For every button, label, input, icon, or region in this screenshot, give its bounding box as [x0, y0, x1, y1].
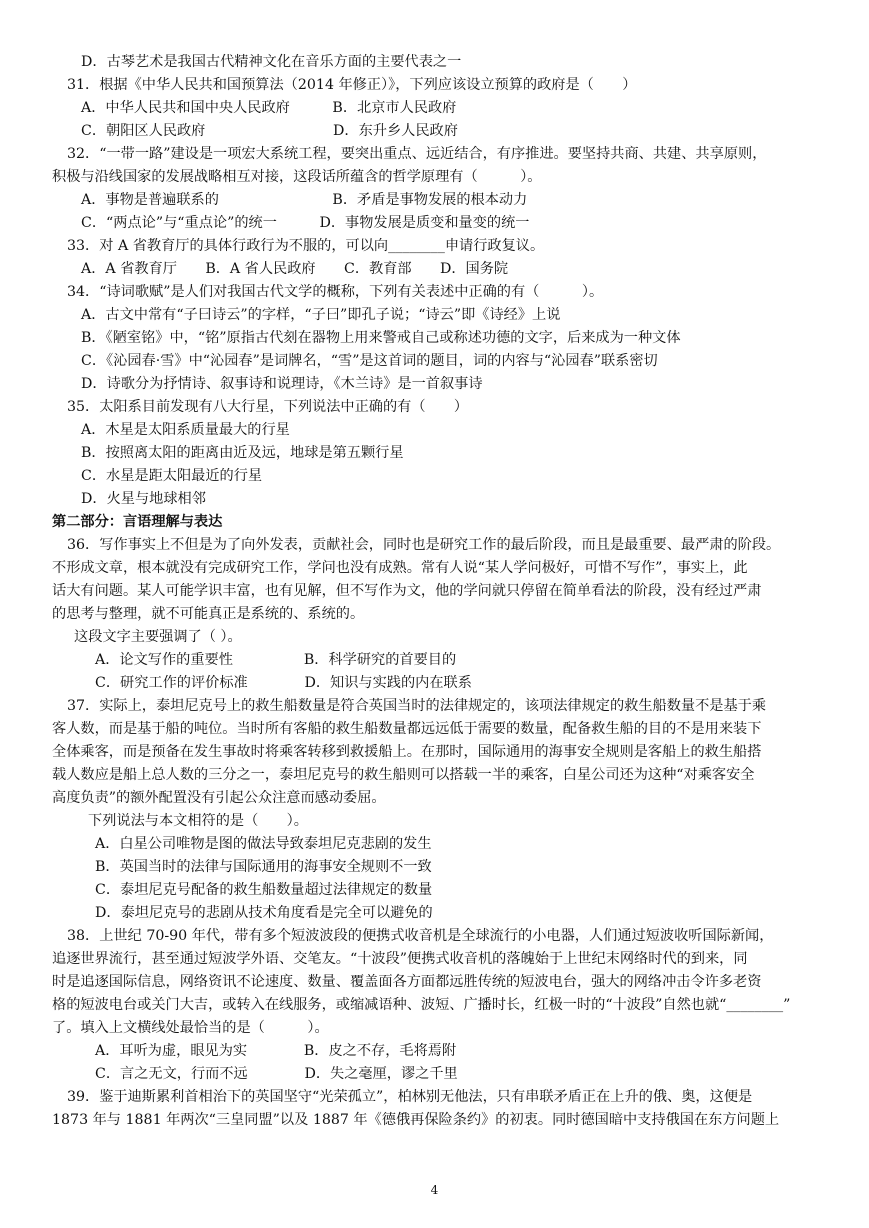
- q31-options-cd: C．朝阳区人民政府 D．东升乡人民政府: [81, 123, 458, 139]
- q32-options-cd: C．“两点论”与“重点论”的统一 D．事物发展是质变和量变的统一: [81, 215, 530, 231]
- q35-option-c: C．水星是距太阳最近的行星: [81, 468, 263, 484]
- question-37-cont-1: 客人数，而是基于船的吨位。当时所有客船的救生船数量都远远低于需要的数量，配备救生船的目的不是用来装下: [52, 721, 762, 737]
- section-heading: 第二部分：言语理解与表达: [52, 514, 223, 530]
- q34-option-c: C．《沁园春·雪》中“沁园春”是词牌名，“雪”是这首词的题目，词的内容与“沁园春”联系密切: [81, 353, 658, 369]
- q35-option-a: A．木星是太阳系质量最大的行星: [81, 422, 290, 438]
- question-38-cont-1: 追逐世界流行，甚至通过短波学外语、交笔友。“十波段”便携式收音机的落魄始于上世纪末网络时代的到来，同: [52, 951, 748, 967]
- question-32-cont: 积极与沿线国家的发展战略相互对接，这段话所蕴含的哲学原理有（ ）。: [52, 169, 542, 185]
- question-36-cont-2: 话大有问题。某人可能学识丰富，也有见解，但不写作为文，他的学问就只停留在简单看法的阶段，没有经过严肃: [52, 583, 762, 599]
- q35-option-d: D．火星与地球相邻: [81, 491, 206, 507]
- question-35: 35．太阳系目前发现有八大行星，下列说法中正确的有（ ）: [67, 399, 469, 415]
- q32-options-ab: A．事物是普遍联系的 B．矛盾是事物发展的根本动力: [81, 192, 528, 208]
- page-number: 4: [430, 1183, 439, 1197]
- question-38-cont-2: 时是追逐国际信息，网络资讯不论速度、数量、覆盖面各方面都远胜传统的短波电台，强大的网络冲击令许多老资: [52, 974, 762, 990]
- question-36-cont-3: 的思考与整理，就不可能真正是系统的、系统的。: [52, 606, 365, 622]
- q30-option-d: D．古琴艺术是我国古代精神文化在音乐方面的主要代表之一: [81, 54, 462, 70]
- q36-options-cd: C．研究工作的评价标准 D．知识与实践的内在联系: [95, 675, 472, 691]
- q37-option-c: C．泰坦尼克号配备的救生船数量超过法律规定的数量: [95, 882, 433, 898]
- q36-options-ab: A．论文写作的重要性 B．科学研究的首要目的: [95, 652, 457, 668]
- q35-option-b: B．按照离太阳的距离由近及远，地球是第五颗行星: [81, 445, 404, 461]
- q37-prompt: 下列说法与本文相符的是（ ）。: [88, 813, 308, 829]
- question-37-cont-3: 载人数应是船上总人数的三分之一，泰坦尼克号的救生船则可以搭载一半的乘客，白星公司还为这种“对乘客安全: [52, 767, 755, 783]
- question-34: 34．“诗词歌赋”是人们对我国古代文学的概称，下列有关表述中正确的有（ ）。: [67, 284, 604, 300]
- question-38-cont-3: 格的短波电台或关门大吉，或转入在线服务，或缩减语种、波短、广播时长，红极一时的“十波段”自然也就“________”: [52, 997, 791, 1013]
- question-37-cont-2: 全体乘客，而是预备在发生事故时将乘客转移到救援船上。在那时，国际通用的海事安全规则是客船上的救生船搭: [52, 744, 762, 760]
- q37-option-a: A．白星公司唯物是图的做法导致泰坦尼克悲剧的发生: [95, 836, 432, 852]
- question-37: 37．实际上，泰坦尼克号上的救生船数量是符合英国当时的法律规定的，该项法律规定的救生船数量不是基于乘: [67, 698, 767, 714]
- question-32: 32．“一带一路”建设是一项宏大系统工程，要突出重点、远近结合，有序推进。要坚持共商、共建、共享原则，: [67, 146, 767, 162]
- question-31: 31．根据《中华人民共和国预算法（2014 年修正）》，下列应该设立预算的政府是（ ）: [67, 77, 637, 93]
- q36-prompt: 这段文字主要强调了（ ）。: [74, 629, 242, 645]
- question-37-cont-4: 高度负责”的额外配置没有引起公众注意而感动委屈。: [52, 790, 386, 806]
- q34-option-a: A．古文中常有“子曰诗云”的字样，“子曰”即孔子说；“诗云”即《诗经》上说: [81, 307, 561, 323]
- question-33: 33．对 A 省教育厅的具体行政行为不服的，可以向________申请行政复议。: [67, 238, 545, 254]
- q37-option-d: D．泰坦尼克号的悲剧从技术角度看是完全可以避免的: [95, 905, 433, 921]
- q38-options-cd: C．言之无文，行而不远 D．失之毫厘，谬之千里: [95, 1066, 458, 1082]
- q31-options-ab: A．中华人民共和国中央人民政府 B．北京市人民政府: [81, 100, 457, 116]
- q38-options-ab: A．耳听为虚，眼见为实 B．皮之不存，毛将焉附: [95, 1043, 457, 1059]
- q33-options: A．A 省教育厅 B．A 省人民政府 C．教育部 D．国务院: [81, 261, 509, 277]
- question-36-cont-1: 不形成文章，根本就没有完成研究工作，学问也没有成熟。常有人说“某人学问极好，可惜不写作”，事实上，此: [52, 560, 748, 576]
- question-36: 36．写作事实上不但是为了向外发表，贡献社会，同时也是研究工作的最后阶段，而且是最重要、最严肃的阶段。: [67, 537, 781, 553]
- q38-prompt: 了。填入上文横线处最恰当的是（ ）。: [52, 1020, 329, 1036]
- q34-option-d: D．诗歌分为抒情诗、叙事诗和说理诗，《木兰诗》是一首叙事诗: [81, 376, 483, 392]
- q34-option-b: B．《陋室铭》中，“铭”原指古代刻在器物上用来警戒自己或称述功德的文字，后来成为一种文体: [81, 330, 681, 346]
- q37-option-b: B．英国当时的法律与国际通用的海事安全规则不一致: [95, 859, 432, 875]
- question-39: 39．鉴于迪斯累利首相治下的英国坚守“光荣孤立”，柏林别无他法，只有串联矛盾正在上升的俄、奥，这便是: [67, 1089, 753, 1105]
- question-38: 38．上世纪 70-90 年代，带有多个短波波段的便携式收音机是全球流行的小电器，人们通过短波收听国际新闻，: [67, 928, 774, 944]
- question-39-cont-1: 1873 年与 1881 年两次“三皇同盟”以及 1887 年《德俄再保险条约》的初衷。同时德国暗中支持俄国在东方问题上: [52, 1112, 780, 1128]
